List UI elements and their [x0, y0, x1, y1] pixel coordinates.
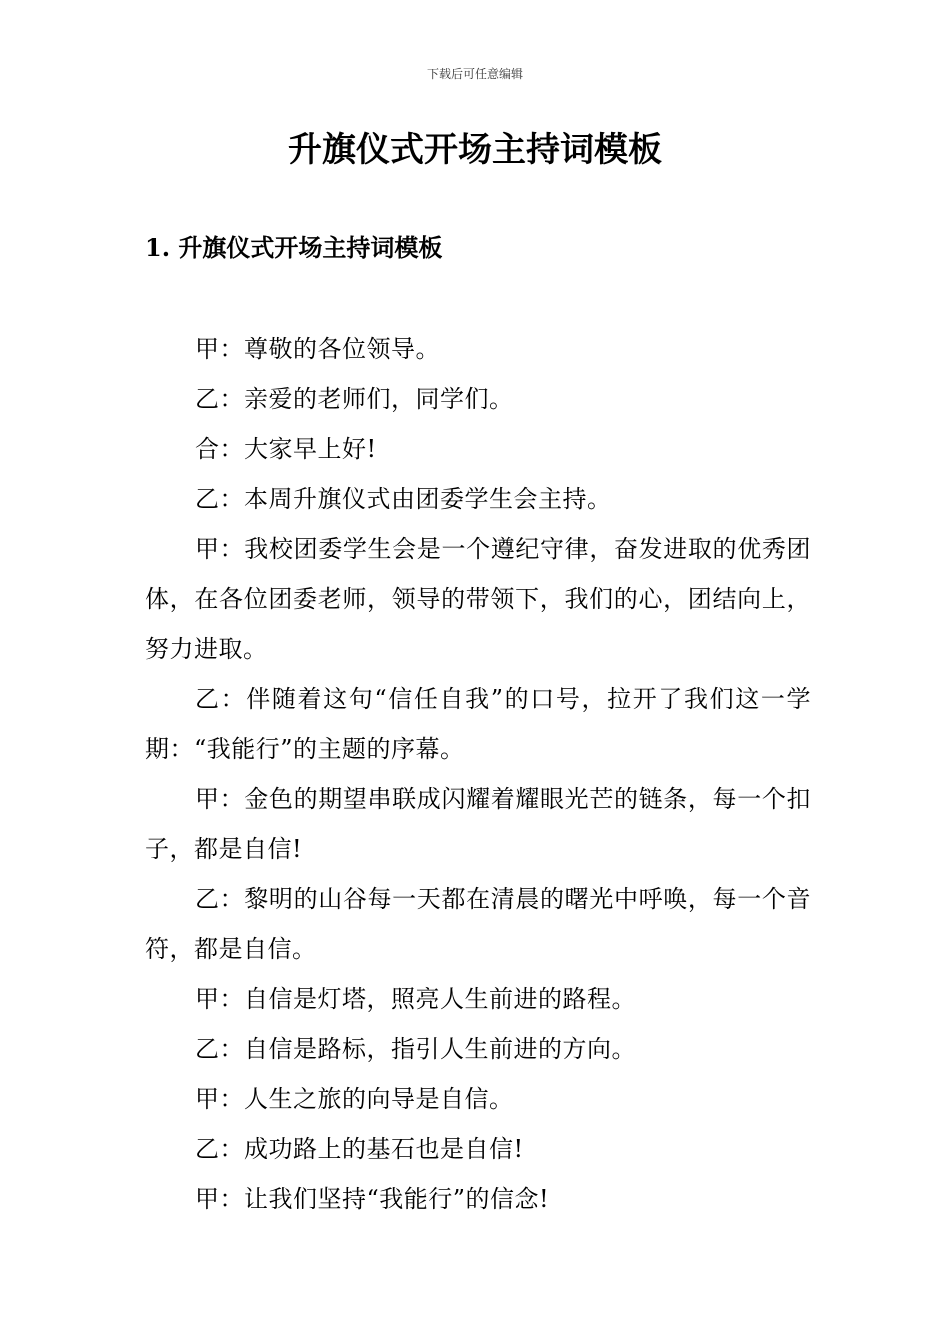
paragraph-8: 乙：黎明的山谷每一天都在清晨的曙光中呼唤，每一个音符，都是自信。	[145, 885, 811, 963]
header-note: 下载后可任意编辑	[426, 67, 523, 81]
paragraph-9: 甲：自信是灯塔，照亮人生前进的路程。	[195, 985, 636, 1013]
paragraph-10: 乙：自信是路标，指引人生前进的方向。	[195, 1035, 636, 1063]
section-heading: 1. 升旗仪式开场主持词模板	[145, 233, 443, 262]
paragraph-12: 乙：成功路上的基石也是自信!	[195, 1135, 524, 1163]
paragraph-5: 甲：我校团委学生会是一个遵纪守律，奋发进取的优秀团体，在各位团委老师，领导的带领下，我们的心，团结向上，努力进取。	[145, 535, 811, 663]
document-title: 升旗仪式开场主持词模板	[288, 130, 662, 170]
paragraph-11: 甲：人生之旅的向导是自信。	[195, 1085, 514, 1113]
paragraph-3: 合：大家早上好!	[195, 435, 377, 463]
paragraph-13: 甲：让我们坚持“我能行”的信念!	[195, 1185, 550, 1213]
paragraph-6: 乙：伴随着这句“信任自我”的口号，拉开了我们这一学期：“我能行”的主题的序幕。	[145, 685, 811, 763]
paragraph-4: 乙：本周升旗仪式由团委学生会主持。	[195, 485, 612, 513]
paragraph-1: 甲：尊敬的各位领导。	[195, 335, 440, 363]
body-text	[145, 324, 811, 1224]
paragraph-7: 甲：金色的期望串联成闪耀着耀眼光芒的链条，每一个扣子，都是自信!	[145, 785, 811, 863]
paragraph-2: 乙：亲爱的老师们，同学们。	[195, 385, 514, 413]
